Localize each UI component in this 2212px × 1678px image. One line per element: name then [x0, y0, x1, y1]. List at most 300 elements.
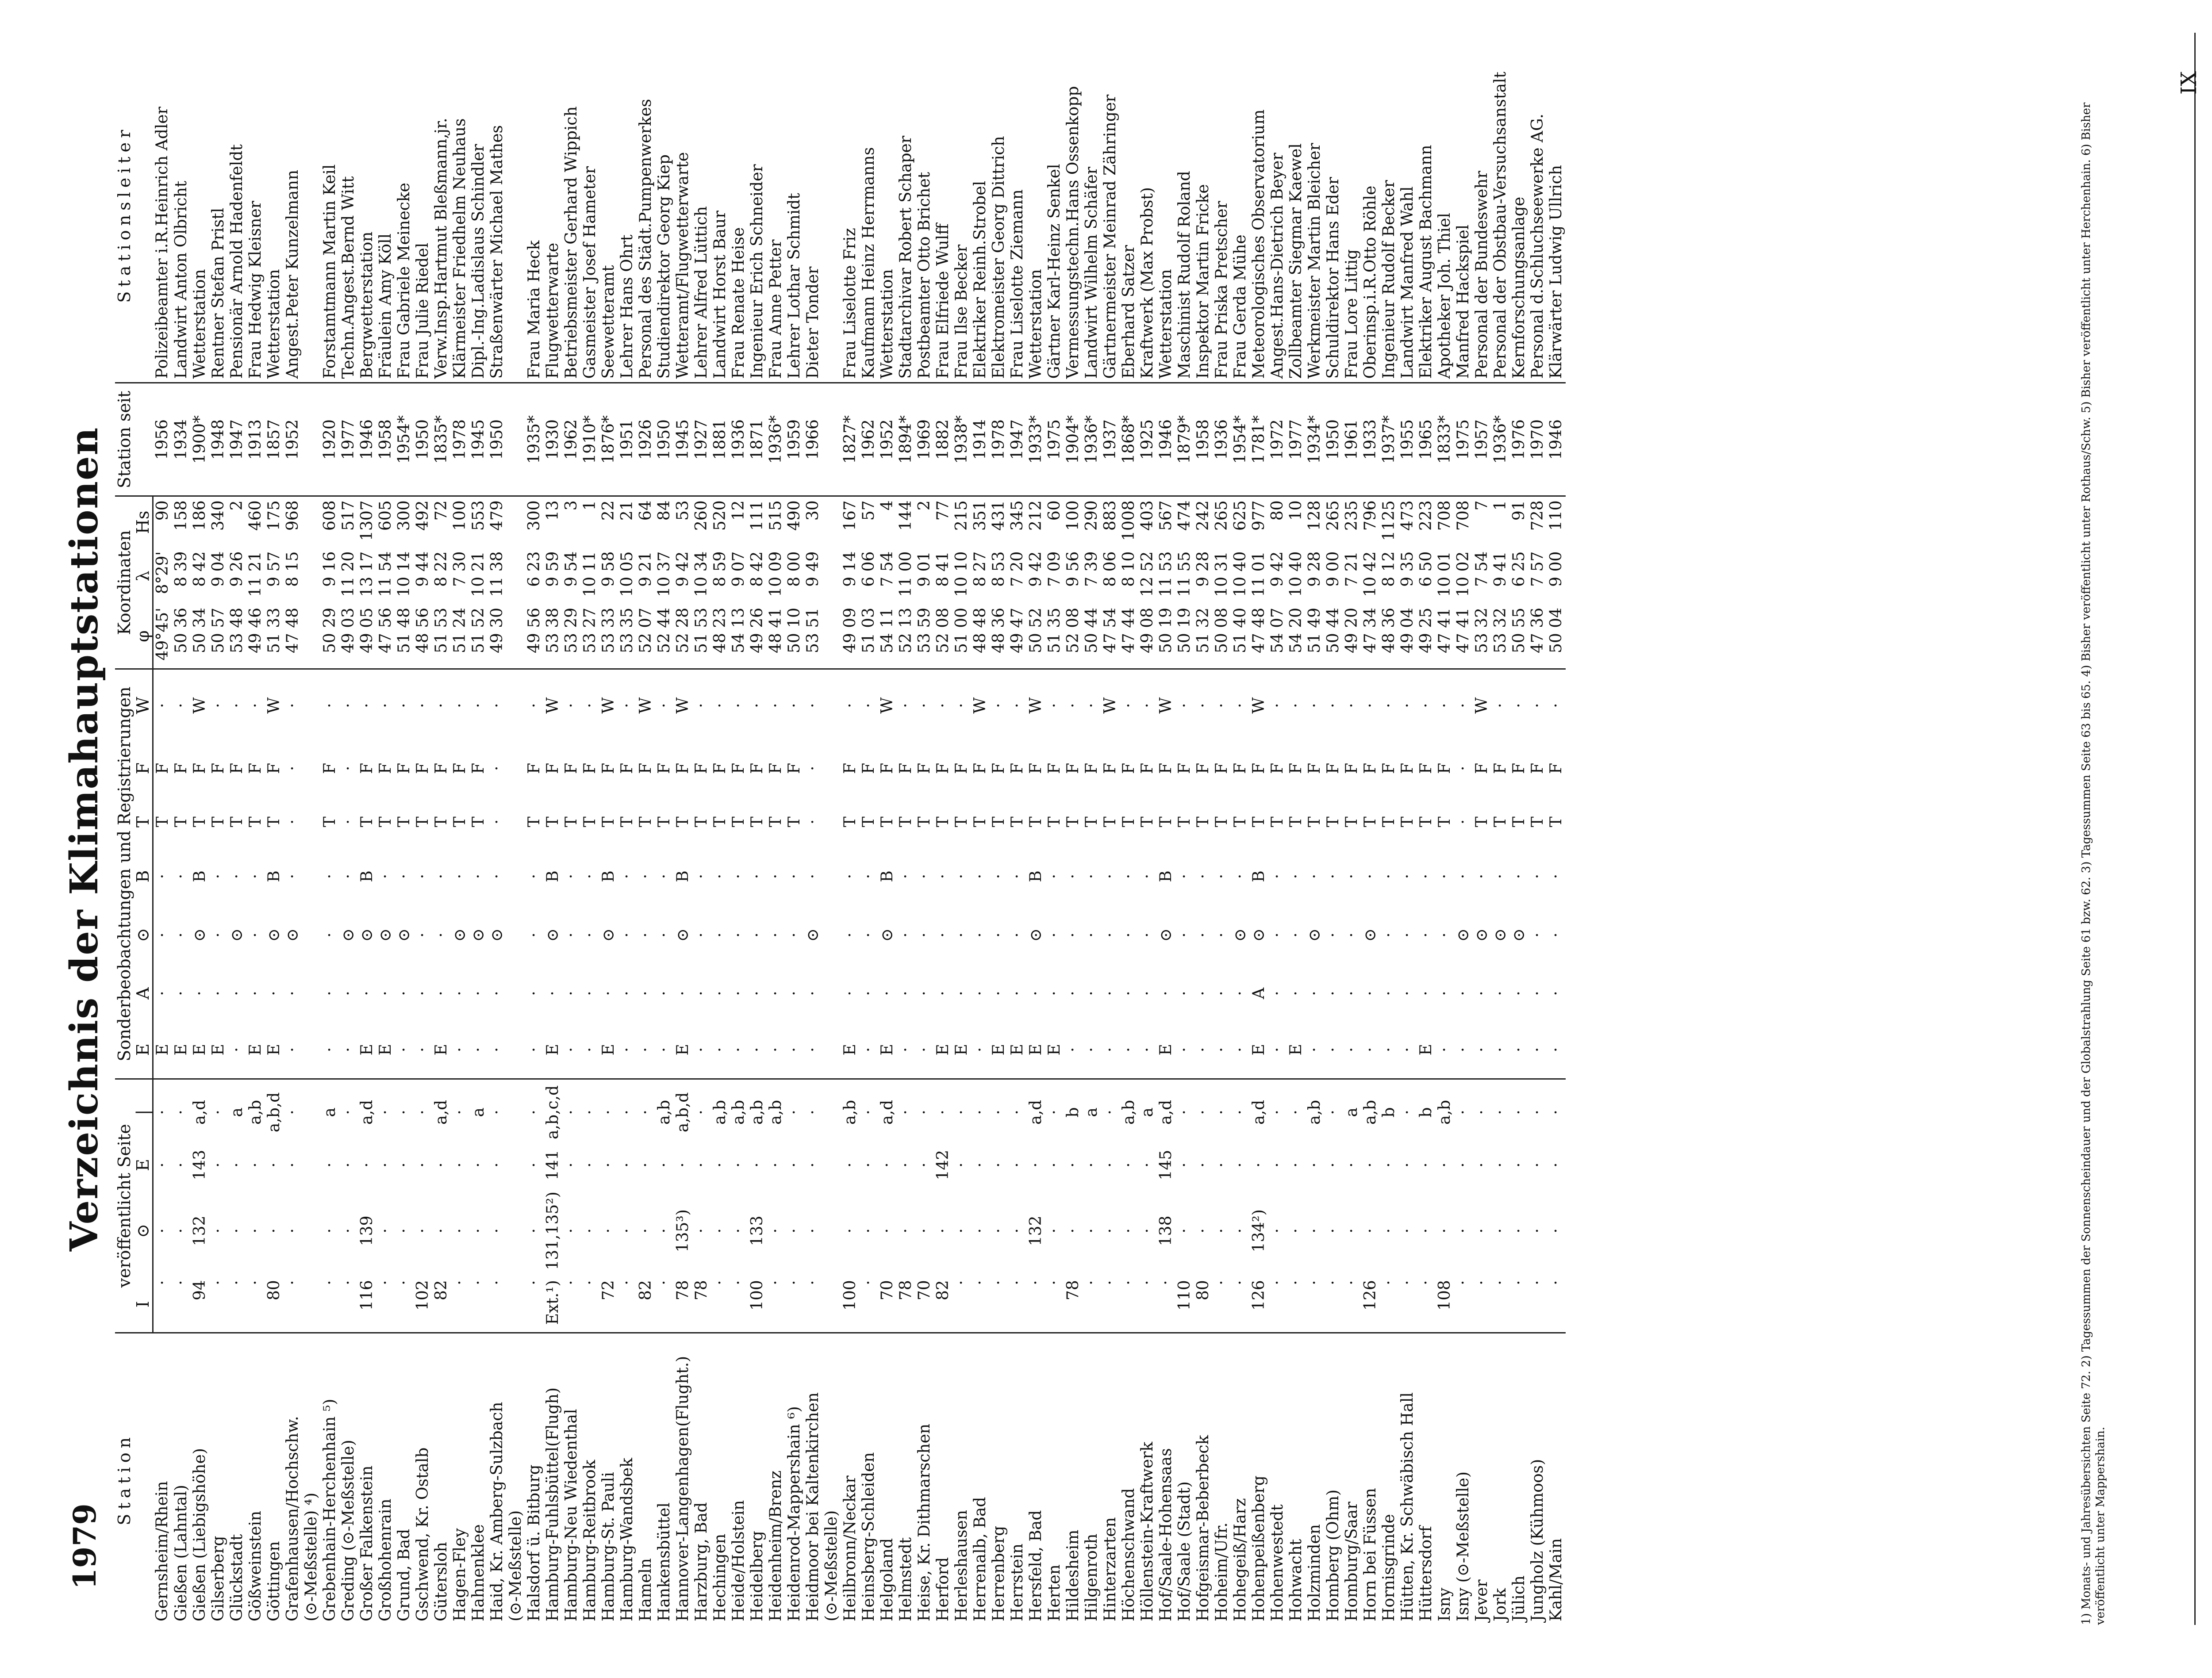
cell-lon: 10 14	[395, 551, 413, 597]
cell-a: ·	[1380, 991, 1398, 996]
cell-e: ·	[469, 1047, 488, 1053]
cell-p4: a,b	[1436, 1079, 1454, 1145]
cell-b: B	[1157, 870, 1175, 882]
cell-p2: ·	[841, 1228, 859, 1234]
table-row	[915, 46, 934, 1625]
cell-e: ·	[767, 1047, 785, 1053]
cell-p1: ·	[1287, 1280, 1305, 1285]
cell-since: 1946	[1157, 383, 1175, 496]
cell-b: ·	[1324, 873, 1342, 879]
cell-p2: ·	[1491, 1228, 1509, 1234]
cell-p1: ·	[618, 1280, 636, 1285]
cell-a: ·	[785, 991, 803, 996]
cell-a: ·	[1008, 991, 1026, 996]
cell-lon: 9 07	[730, 551, 748, 587]
cell-p2: 134²)	[1250, 1209, 1268, 1253]
cell-f: F	[990, 762, 1008, 774]
cell-leader: Manfred Hackspiel	[1454, 224, 1472, 379]
cell-since: 1948	[209, 383, 228, 496]
cell-hs: 290	[1083, 496, 1101, 548]
cell-a	[507, 965, 525, 1021]
cell-e: ·	[488, 1047, 506, 1053]
cell-p2: ·	[878, 1228, 896, 1234]
cell-lat: 50 44	[1324, 607, 1342, 654]
cell-lon: 7 54	[878, 551, 896, 587]
cell-since: 1913	[246, 383, 265, 496]
cell-hs: 403	[1138, 496, 1157, 548]
cell-a: ·	[915, 991, 933, 996]
cell-p2	[302, 1185, 321, 1276]
cell-b: ·	[692, 873, 710, 879]
cell-b: ·	[209, 873, 227, 879]
cell-p4: a,d	[1250, 1079, 1268, 1145]
cell-p4: a	[469, 1079, 488, 1145]
cell-t: T	[432, 816, 450, 828]
cell-leader: Wetterstation	[1027, 269, 1045, 379]
cell-p2: ·	[692, 1228, 710, 1234]
cell-lat: 50 52	[1027, 607, 1045, 654]
cell-lon: 7 30	[451, 551, 469, 587]
cell-p1: ·	[469, 1280, 488, 1285]
cell-hs: 1	[581, 496, 599, 548]
cell-lon: 9 14	[841, 551, 859, 587]
cell-p4: ·	[525, 1079, 544, 1145]
cell-b: ·	[1361, 873, 1379, 879]
cell-since: 1966	[804, 383, 822, 496]
cell-lon: 11 21	[246, 551, 265, 597]
cell-p4: a,b	[1306, 1079, 1324, 1145]
cell-lat: 54 13	[730, 607, 748, 654]
cell-lat: 53 38	[544, 607, 562, 654]
cell-b: B	[599, 870, 618, 882]
cell-e: ·	[1120, 1047, 1138, 1053]
cell-a: ·	[1343, 991, 1361, 996]
cell-w: ·	[395, 669, 414, 742]
cell-b: ·	[1213, 873, 1231, 879]
cell-since: 1835*	[432, 383, 451, 496]
cell-p2: ·	[209, 1228, 227, 1234]
cell-t: T	[730, 816, 748, 828]
cell-hs: 492	[414, 496, 432, 548]
cell-b: ·	[246, 873, 265, 879]
cell-w: W	[599, 669, 618, 742]
cell-hs: 72	[432, 496, 451, 548]
cell-lon: 9 16	[321, 551, 339, 587]
cell-lat	[507, 604, 525, 669]
cell-p3: ·	[1547, 1162, 1565, 1168]
cell-hs: 625	[1231, 496, 1250, 548]
table-row	[488, 46, 507, 1625]
cell-station: Gilserberg	[209, 1333, 228, 1625]
cell-lat: 51 00	[952, 607, 971, 654]
cell-p3: ·	[246, 1162, 265, 1168]
cell-since: 1937*	[1380, 383, 1398, 496]
cell-p3: ·	[1491, 1162, 1509, 1168]
page-year: 1979	[66, 1503, 103, 1590]
cell-lat: 49 09	[841, 607, 859, 654]
cell-p3: ·	[785, 1162, 803, 1168]
cell-f	[822, 741, 841, 795]
cell-e: ·	[228, 1047, 246, 1053]
table-row	[1101, 46, 1120, 1625]
cell-station: Heidmoor bei Kaltenkirchen	[804, 1333, 822, 1625]
cell-a: ·	[265, 991, 283, 996]
cell-leader: Frau Priska Pretscher	[1213, 201, 1231, 379]
cell-t: T	[469, 816, 488, 828]
cell-lat: 53 35	[618, 607, 636, 654]
cell-leader	[822, 46, 841, 383]
cell-p3: ·	[376, 1162, 395, 1168]
cell-leader	[507, 46, 525, 383]
cell-p3: ·	[971, 1162, 989, 1168]
table-row	[1157, 46, 1175, 1625]
cell-b: ·	[785, 873, 803, 879]
cell-p2: 131,135²)	[544, 1191, 562, 1270]
cell-b: ·	[915, 873, 933, 879]
cell-t: T	[191, 816, 209, 828]
cell-p3: ·	[878, 1162, 896, 1168]
cell-lat: 49°45'	[154, 607, 172, 661]
cell-p2: ·	[915, 1228, 933, 1234]
cell-leader	[302, 46, 321, 383]
cell-e: E	[246, 1044, 265, 1056]
cell-p2: ·	[730, 1228, 748, 1234]
cell-since: 1977	[339, 383, 358, 496]
cell-lat: 50 44	[1083, 607, 1101, 654]
cell-e: ·	[971, 1047, 989, 1053]
cell-w: ·	[1231, 669, 1250, 742]
cell-p1: 108	[1436, 1280, 1454, 1311]
table-row	[469, 46, 488, 1625]
cell-p1: ·	[952, 1280, 971, 1285]
cell-p2: ·	[1008, 1228, 1026, 1234]
cell-leader: Polizeibeamter i.R.Heinrich Adler	[153, 107, 171, 379]
cell-e: E	[674, 1044, 692, 1056]
table-row	[209, 46, 228, 1625]
cell-since: 1947	[1008, 383, 1027, 496]
cell-station: Jever	[1473, 1333, 1491, 1625]
cell-f: F	[785, 762, 803, 774]
cell-lon: 9 26	[228, 551, 246, 587]
cell-w: ·	[1343, 669, 1361, 742]
cell-a: ·	[1417, 991, 1435, 996]
cell-lon: 8 12	[1380, 551, 1398, 587]
table-row	[1510, 46, 1528, 1625]
cell-lon: 9 41	[1491, 551, 1509, 587]
cell-station: Heidenheim/Brenz	[767, 1333, 785, 1625]
cell-o: ·	[1324, 932, 1342, 938]
cell-b: ·	[952, 873, 971, 879]
cell-t: T	[544, 816, 562, 828]
cell-p4: ·	[1175, 1079, 1194, 1145]
cell-p3: ·	[1008, 1162, 1026, 1168]
cell-p1: 94	[191, 1280, 209, 1301]
cell-b: B	[1250, 870, 1268, 882]
cell-p1: 110	[1175, 1280, 1194, 1311]
cell-e: ·	[1306, 1047, 1324, 1053]
cell-a: ·	[451, 991, 469, 996]
cell-a: ·	[1510, 991, 1528, 996]
cell-f: F	[358, 762, 376, 774]
cell-p2: ·	[228, 1228, 246, 1234]
cell-p4: a	[1138, 1079, 1157, 1145]
cell-hs: 215	[952, 496, 971, 548]
cell-w: ·	[246, 669, 265, 742]
col-pub-2: ⊙	[134, 1185, 153, 1276]
cell-hs: 1008	[1120, 496, 1138, 548]
cell-w: W	[544, 669, 562, 742]
cell-lat: 54 20	[1287, 607, 1305, 654]
cell-hs: 265	[1213, 496, 1231, 548]
cell-w: ·	[1436, 669, 1454, 742]
cell-f: ·	[1454, 766, 1472, 771]
cell-lat: 53 32	[1491, 607, 1509, 654]
cell-e: ·	[692, 1047, 710, 1053]
cell-f	[507, 741, 525, 795]
cell-t: T	[414, 816, 432, 828]
cell-p4: ·	[1324, 1079, 1343, 1145]
cell-w: ·	[1213, 669, 1231, 742]
cell-p4: ·	[1194, 1079, 1213, 1145]
cell-hs: 345	[1008, 496, 1027, 548]
cell-o: ⊙	[1510, 928, 1528, 942]
cell-station: Hofgeismar-Beberbeck	[1194, 1333, 1213, 1625]
cell-p3: ·	[915, 1162, 933, 1168]
cell-b: B	[191, 870, 209, 882]
cell-b: ·	[1398, 873, 1417, 879]
cell-t: T	[1436, 816, 1454, 828]
cell-lon: 7 21	[1343, 551, 1361, 587]
cell-station: Hamburg-Neu Wiedenthal	[562, 1333, 581, 1625]
cell-a: ·	[860, 991, 878, 996]
cell-p3: ·	[284, 1162, 302, 1168]
cell-p2: ·	[432, 1228, 450, 1234]
cell-hs: 490	[785, 496, 804, 548]
cell-e: ·	[525, 1047, 543, 1053]
cell-w: W	[265, 669, 284, 742]
cell-hs: 223	[1417, 496, 1436, 548]
table-row	[804, 46, 822, 1625]
cell-o: ⊙	[339, 928, 357, 942]
cell-station: Kahl/Main	[1547, 1333, 1566, 1625]
cell-w: W	[1157, 669, 1175, 742]
cell-leader: Frau Liselotte Friz	[841, 228, 859, 379]
cell-f: F	[971, 762, 989, 774]
cell-p1: Ext.¹)	[544, 1280, 562, 1325]
cell-p1: 72	[599, 1280, 618, 1301]
cell-station: Holzminden	[1306, 1333, 1324, 1625]
cell-since: 1955	[1398, 383, 1417, 496]
cell-p3: ·	[692, 1162, 710, 1168]
cell-since: 1781*	[1250, 383, 1268, 496]
cell-hs: 53	[674, 496, 692, 548]
cell-hs: 7	[1473, 496, 1491, 548]
cell-p2: ·	[562, 1228, 580, 1234]
cell-p1: ·	[1008, 1280, 1026, 1285]
cell-b: B	[544, 870, 562, 882]
cell-since: 1868*	[1120, 383, 1138, 496]
cell-f: F	[1380, 762, 1398, 774]
cell-p4: ·	[1268, 1079, 1287, 1145]
cell-t: T	[209, 816, 227, 828]
cell-p1: ·	[284, 1280, 302, 1285]
cell-e: E	[990, 1044, 1008, 1056]
cell-p1: ·	[525, 1280, 543, 1285]
cell-a: ·	[971, 991, 989, 996]
cell-station: Großhohenrain	[376, 1333, 395, 1625]
cell-station: Hüttersdorf	[1417, 1333, 1436, 1625]
cell-hs: 12	[730, 496, 748, 548]
cell-f: F	[1194, 762, 1212, 774]
cell-b: ·	[581, 873, 599, 879]
cell-a: ·	[1101, 991, 1119, 996]
cell-p2: ·	[1473, 1228, 1491, 1234]
cell-e: E	[432, 1044, 450, 1056]
cell-a: ·	[618, 991, 636, 996]
cell-e: ·	[748, 1047, 766, 1053]
cell-b: ·	[1175, 873, 1194, 879]
cell-a: ·	[376, 991, 395, 996]
cell-hs: 977	[1250, 496, 1268, 548]
cell-hs: 2	[915, 496, 934, 548]
col-sp-e: E	[134, 1021, 153, 1079]
cell-p3: 142	[934, 1149, 952, 1180]
cell-lon: 9 56	[1064, 551, 1082, 587]
cell-w: ·	[711, 669, 730, 742]
cell-t: T	[748, 816, 766, 828]
cell-p3: ·	[860, 1162, 878, 1168]
cell-hs: 517	[339, 496, 358, 548]
table-row	[637, 46, 655, 1625]
cell-a: ·	[191, 991, 209, 996]
cell-p4: ·	[1454, 1079, 1473, 1145]
cell-o: ⊙	[599, 928, 618, 942]
cell-lon: 8 15	[284, 551, 302, 587]
cell-p4: a,b	[730, 1079, 748, 1145]
cell-f: F	[655, 762, 673, 774]
cell-a: ·	[1398, 991, 1417, 996]
cell-station: Hilgenroth	[1083, 1333, 1101, 1625]
cell-hs: 479	[488, 496, 507, 548]
cell-lat: 51 48	[395, 607, 413, 654]
cell-f: F	[1436, 762, 1454, 774]
cell-f: F	[562, 762, 580, 774]
cell-t: T	[990, 816, 1008, 828]
table-row	[952, 46, 971, 1625]
cell-lat: 51 49	[1306, 607, 1324, 654]
cell-w: ·	[785, 669, 804, 742]
cell-p1: 116	[358, 1280, 376, 1311]
table-row	[525, 46, 544, 1625]
cell-a: ·	[414, 991, 432, 996]
cell-p1: ·	[655, 1280, 673, 1285]
cell-f: F	[376, 762, 395, 774]
cell-p3: ·	[1120, 1162, 1138, 1168]
cell-e: E	[209, 1044, 227, 1056]
cell-p2: ·	[785, 1228, 803, 1234]
cell-lat: 51 24	[451, 607, 469, 654]
cell-b: ·	[1343, 873, 1361, 879]
cell-b: ·	[1306, 873, 1324, 879]
cell-t: T	[971, 816, 989, 828]
cell-p1: 80	[1194, 1280, 1212, 1301]
cell-a: ·	[1231, 991, 1249, 996]
cell-b: B	[265, 870, 283, 882]
cell-a: ·	[469, 991, 488, 996]
cell-a	[302, 965, 321, 1021]
cell-p4: ·	[1045, 1079, 1064, 1145]
cell-f: F	[934, 762, 952, 774]
cell-station: Göttingen	[265, 1333, 284, 1625]
col-pub-4: |	[134, 1079, 153, 1145]
table-row	[599, 46, 618, 1625]
cell-p2: ·	[599, 1228, 618, 1234]
cell-a: ·	[952, 991, 971, 996]
cell-p2: ·	[284, 1228, 302, 1234]
cell-w: ·	[1138, 669, 1157, 742]
cell-leader: Angest.Peter Kunzelmann	[284, 169, 302, 379]
cell-lon: 10 01	[1436, 551, 1454, 597]
table-row	[618, 46, 637, 1625]
cell-p1: 70	[915, 1280, 933, 1301]
cell-o: ·	[990, 932, 1008, 938]
cell-f: F	[246, 762, 265, 774]
cell-o: ⊙	[469, 928, 488, 942]
cell-p1: ·	[1138, 1280, 1156, 1285]
cell-p3: ·	[1436, 1162, 1454, 1168]
cell-t: T	[1306, 816, 1324, 828]
col-since: Station seit	[115, 383, 153, 496]
cell-lat: 51 03	[860, 607, 878, 654]
cell-w: ·	[432, 669, 451, 742]
cell-lon: 8 27	[971, 551, 989, 587]
table-row	[655, 46, 674, 1625]
table-body	[153, 46, 1566, 1625]
cell-e: ·	[1231, 1047, 1249, 1053]
cell-p1	[302, 1276, 321, 1333]
cell-b: ·	[1101, 873, 1119, 879]
cell-lon	[302, 548, 321, 604]
cell-p3: ·	[1380, 1162, 1398, 1168]
cell-o: ·	[1287, 932, 1305, 938]
cell-p1: ·	[1324, 1280, 1342, 1285]
cell-f: F	[544, 762, 562, 774]
table-row	[562, 46, 581, 1625]
cell-p2: ·	[618, 1228, 636, 1234]
cell-w: ·	[1083, 669, 1101, 742]
cell-station: (⊙-Meßstelle)	[822, 1333, 841, 1625]
cell-p3: ·	[321, 1162, 339, 1168]
cell-lat: 53 27	[581, 607, 599, 654]
cell-p3: ·	[1510, 1162, 1528, 1168]
cell-b: ·	[1268, 873, 1286, 879]
cell-p3: ·	[488, 1162, 506, 1168]
cell-o: ·	[1194, 932, 1212, 938]
cell-e: ·	[284, 1047, 302, 1053]
cell-f: ·	[339, 766, 357, 771]
cell-hs: 100	[451, 496, 469, 548]
cell-w: ·	[321, 669, 339, 742]
cell-b	[822, 848, 841, 904]
table-row	[153, 46, 173, 1625]
cell-leader: Apotheker Joh. Thiel	[1436, 213, 1454, 379]
cell-lat: 48 41	[767, 607, 785, 654]
cell-p2: ·	[952, 1228, 971, 1234]
cell-leader: Elektriker August Bachmann	[1417, 145, 1435, 379]
cell-b: ·	[154, 873, 172, 879]
cell-station: Gößweinstein	[246, 1333, 265, 1625]
cell-lat: 47 41	[1436, 607, 1454, 654]
